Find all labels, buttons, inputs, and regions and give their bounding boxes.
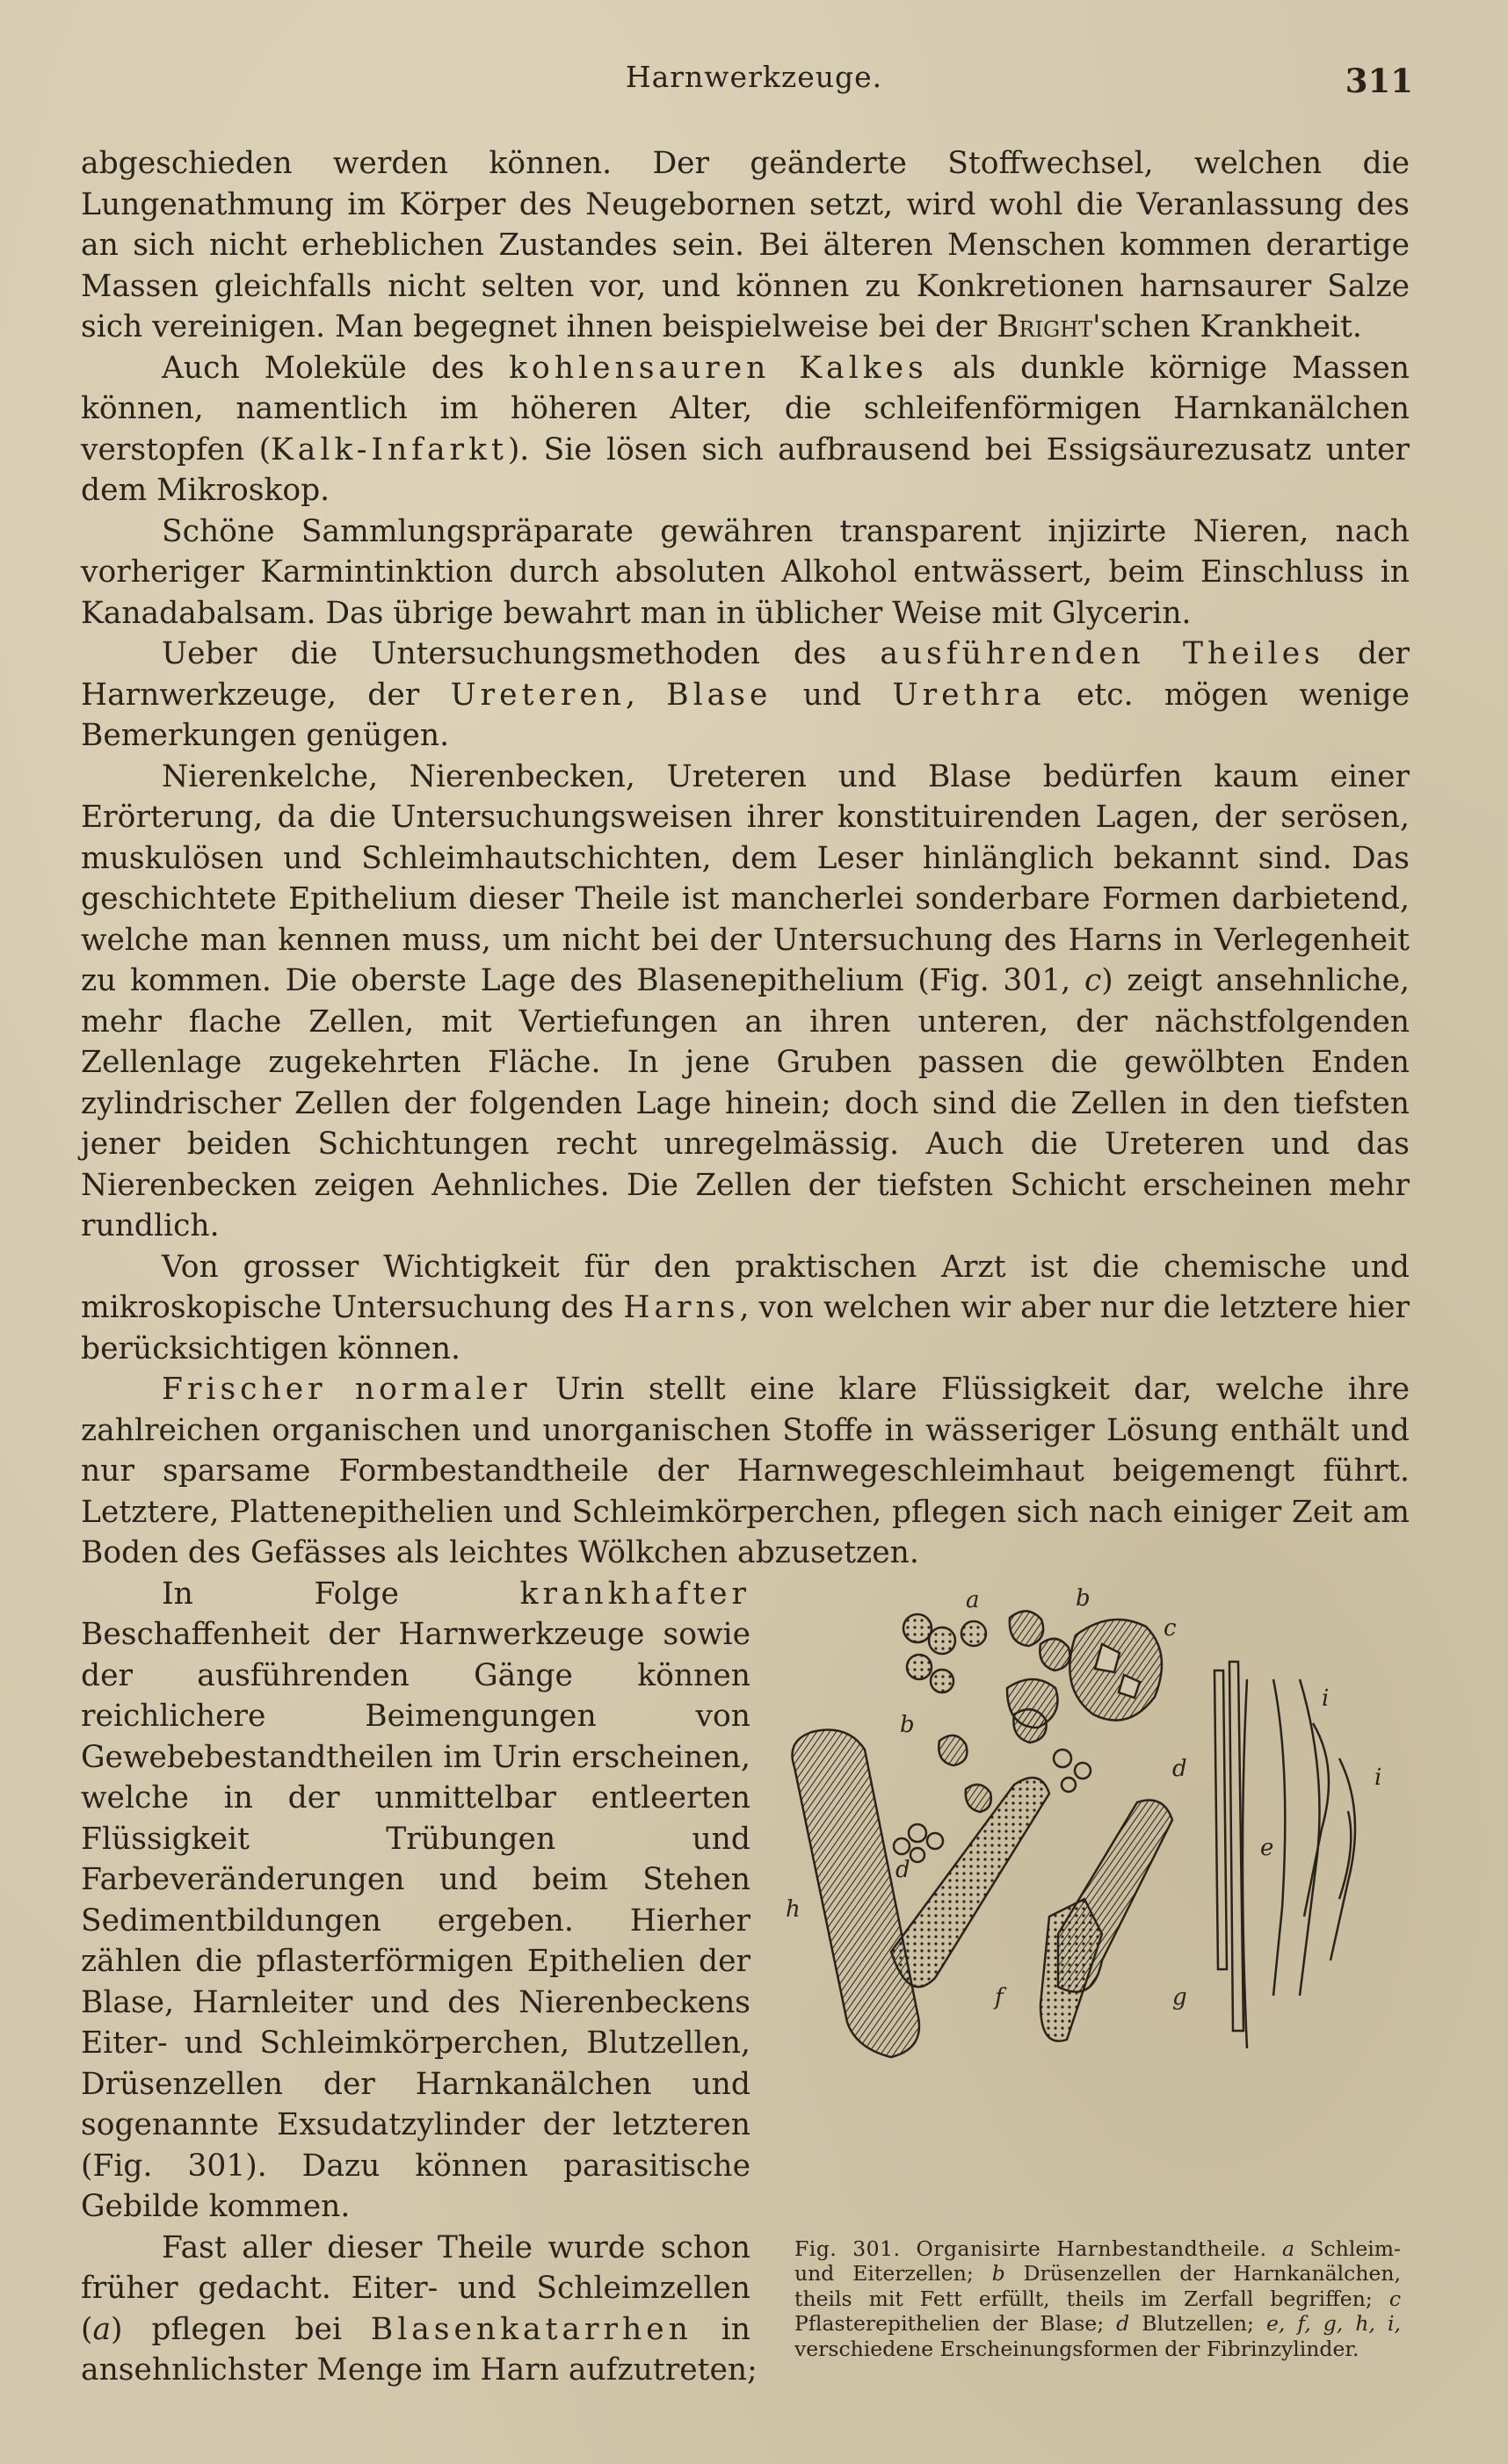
label-g: g [1172, 1983, 1187, 2011]
label-i-right: i [1374, 1764, 1382, 1791]
label-f: f [995, 1983, 1004, 2011]
label-c: c [1164, 1614, 1177, 1641]
label-e: e [1260, 1834, 1274, 1861]
label-d-right: d [1172, 1755, 1187, 1782]
paragraph-7: Frischer normaler Urin stellt eine klare Flüssigkeit dar, welche ihre zahlreichen organischen und unorganischen Stoffe in wässeriger Lösung enthält und nur sparsame Formbestandtheile der Harnwegeschleimhaut beigemengt führt. Letztere, Plattenepithelien und Schleimkörperchen, pflegen sich nach einiger Zeit am Boden des Gefässes als leichtes Wölkchen abzusetzen. [81, 1372, 1410, 1570]
running-title: Harnwerkzeuge. [625, 60, 883, 94]
page-number: 311 [1345, 62, 1413, 100]
main-text [81, 143, 1410, 2391]
label-a: a [966, 1586, 980, 1613]
label-b-left: b [900, 1711, 915, 1738]
fibrin-cylinder-g [1040, 1800, 1172, 2040]
paragraph-2: Auch Moleküle des kohlensauren Kalkes als dunkle körnige Massen können, namentlich im höheren Alter, die schleifenförmigen Harnkanälchen verstopfen (Kalk-Infarkt). Sie lösen sich aufbrausend bei Essigsäurezusatz unter dem Mikroskop. [81, 350, 1410, 508]
figure-caption: Fig. 301. Organisirte Harnbestandtheile. a Schleim- und Eiterzellen; b Drüsenzellen der Harnkanälchen, theils mit Fett erfüllt, theils im Zerfall begriffen; c Pflasterepithelien der Blase; d Blutzellen; e, f, g, h, i, verschiedene Erscheinungsformen der Fibrinzylinder. [794, 2236, 1401, 2361]
paragraph-6: Von grosser Wichtigkeit für den praktischen Arzt ist die chemische und mikroskopische Untersuchung des Harns, von welchen wir aber nur die letztere hier berücksichtigen können. [81, 1249, 1410, 1366]
fibrin-cylinders-e-i [1214, 1662, 1355, 2048]
figure-illustration [786, 1583, 1410, 2233]
fibrin-cylinder-h [793, 1729, 920, 2057]
label-b-top: b [1076, 1584, 1091, 1612]
paragraph-3: Schöne Sammlungspräparate gewähren transparent injizirte Nieren, nach vorheriger Karmintinktion durch absoluten Alkohol entwässert, beim Einschluss in Kanadabalsam. Das übrige bewahrt man in üblicher Weise mit Glycerin. [81, 513, 1410, 631]
figure-301 [786, 1583, 1410, 2361]
label-h: h [786, 1895, 801, 1923]
paragraph-1: abgeschieden werden können. Der geänderte Stoffwechsel, welchen die Lungenathmung im Körper des Neugebornen setzt, wird wohl die Veranlassung des an sich nicht erheblichen Zustandes sein. Bei älteren Menschen kommen derartige Massen gleichfalls nicht selten vor, und können zu Konkretionen harnsaurer Salze sich vereinigen. Man begegnet ihnen beispielweise bei der Bright'schen Krankheit. [81, 146, 1410, 344]
name-bright: Bright [997, 309, 1093, 344]
paragraph-8: In Folge krankhafter Beschaffenheit der Harnwerkzeuge sowie der ausführenden Gänge können reichlichere Beimengungen von Gewebebestandtheilen im Urin erscheinen, welche in der unmittelbar entleerten Flüssigkeit Trübungen und Farbeveränderungen und beim Stehen Sedimentbildungen ergeben. Hierher zählen die pflasterförmigen Epithelien der Blase, Harnleiter und des Nierenbeckens Eiter- und Schleimkörperchen, Blutzellen, Drüsenzellen der Harnkanälchen und sogenannte Exsudatzylinder der letzteren (Fig. 301). Dazu können parasitische Gebilde kommen. [81, 1576, 750, 2224]
pus-cells-a [903, 1614, 986, 1692]
page-header [0, 60, 1508, 112]
paragraph-5: Nierenkelche, Nierenbecken, Ureteren und Blase bedürfen kaum einer Erörterung, da die Untersuchungsweisen ihrer konstituirenden Lagen, der serösen, muskulösen und Schleimhautschichten, dem Leser hinlänglich bekannt sind. Das geschichtete Epithelium dieser Theile ist mancherlei sonderbare Formen darbietend, welche man kennen muss, um nicht bei der Untersuchung des Harns in Verlegenheit zu kommen. Die oberste Lage des Blasenepithelium (Fig. 301, c) zeigt ansehnliche, mehr flache Zellen, mit Vertiefungen an ihren unteren, der nächstfolgenden Zellenlage zugekehrten Fläche. In jene Gruben passen die gewölbten Enden zylindrischer Zellen der folgenden Lage hinein; doch sind die Zellen in den tiefsten jener beiden Schichtungen recht unregelmässig. Auch die Ureteren und das Nierenbecken zeigen Aehnliches. Die Zellen der tiefsten Schicht erscheinen mehr rundlich. [81, 758, 1410, 1243]
fibrin-cylinder-f [891, 1778, 1049, 1987]
label-d-left: d [895, 1856, 910, 1883]
paragraph-4: Ueber die Untersuchungsmethoden des ausführenden Theiles der Harnwerkzeuge, der Ureteren, Blase und Urethra etc. mögen wenige Bemerkungen genügen. [81, 636, 1410, 753]
label-i-top: i [1322, 1685, 1330, 1712]
paragraph-9: Fast aller dieser Theile wurde schon früher gedacht. Eiter- und Schleimzellen (a) pflegen bei Blasenkatarrhen in ansehnlichster Menge im Harn aufzutreten; [81, 2229, 758, 2388]
